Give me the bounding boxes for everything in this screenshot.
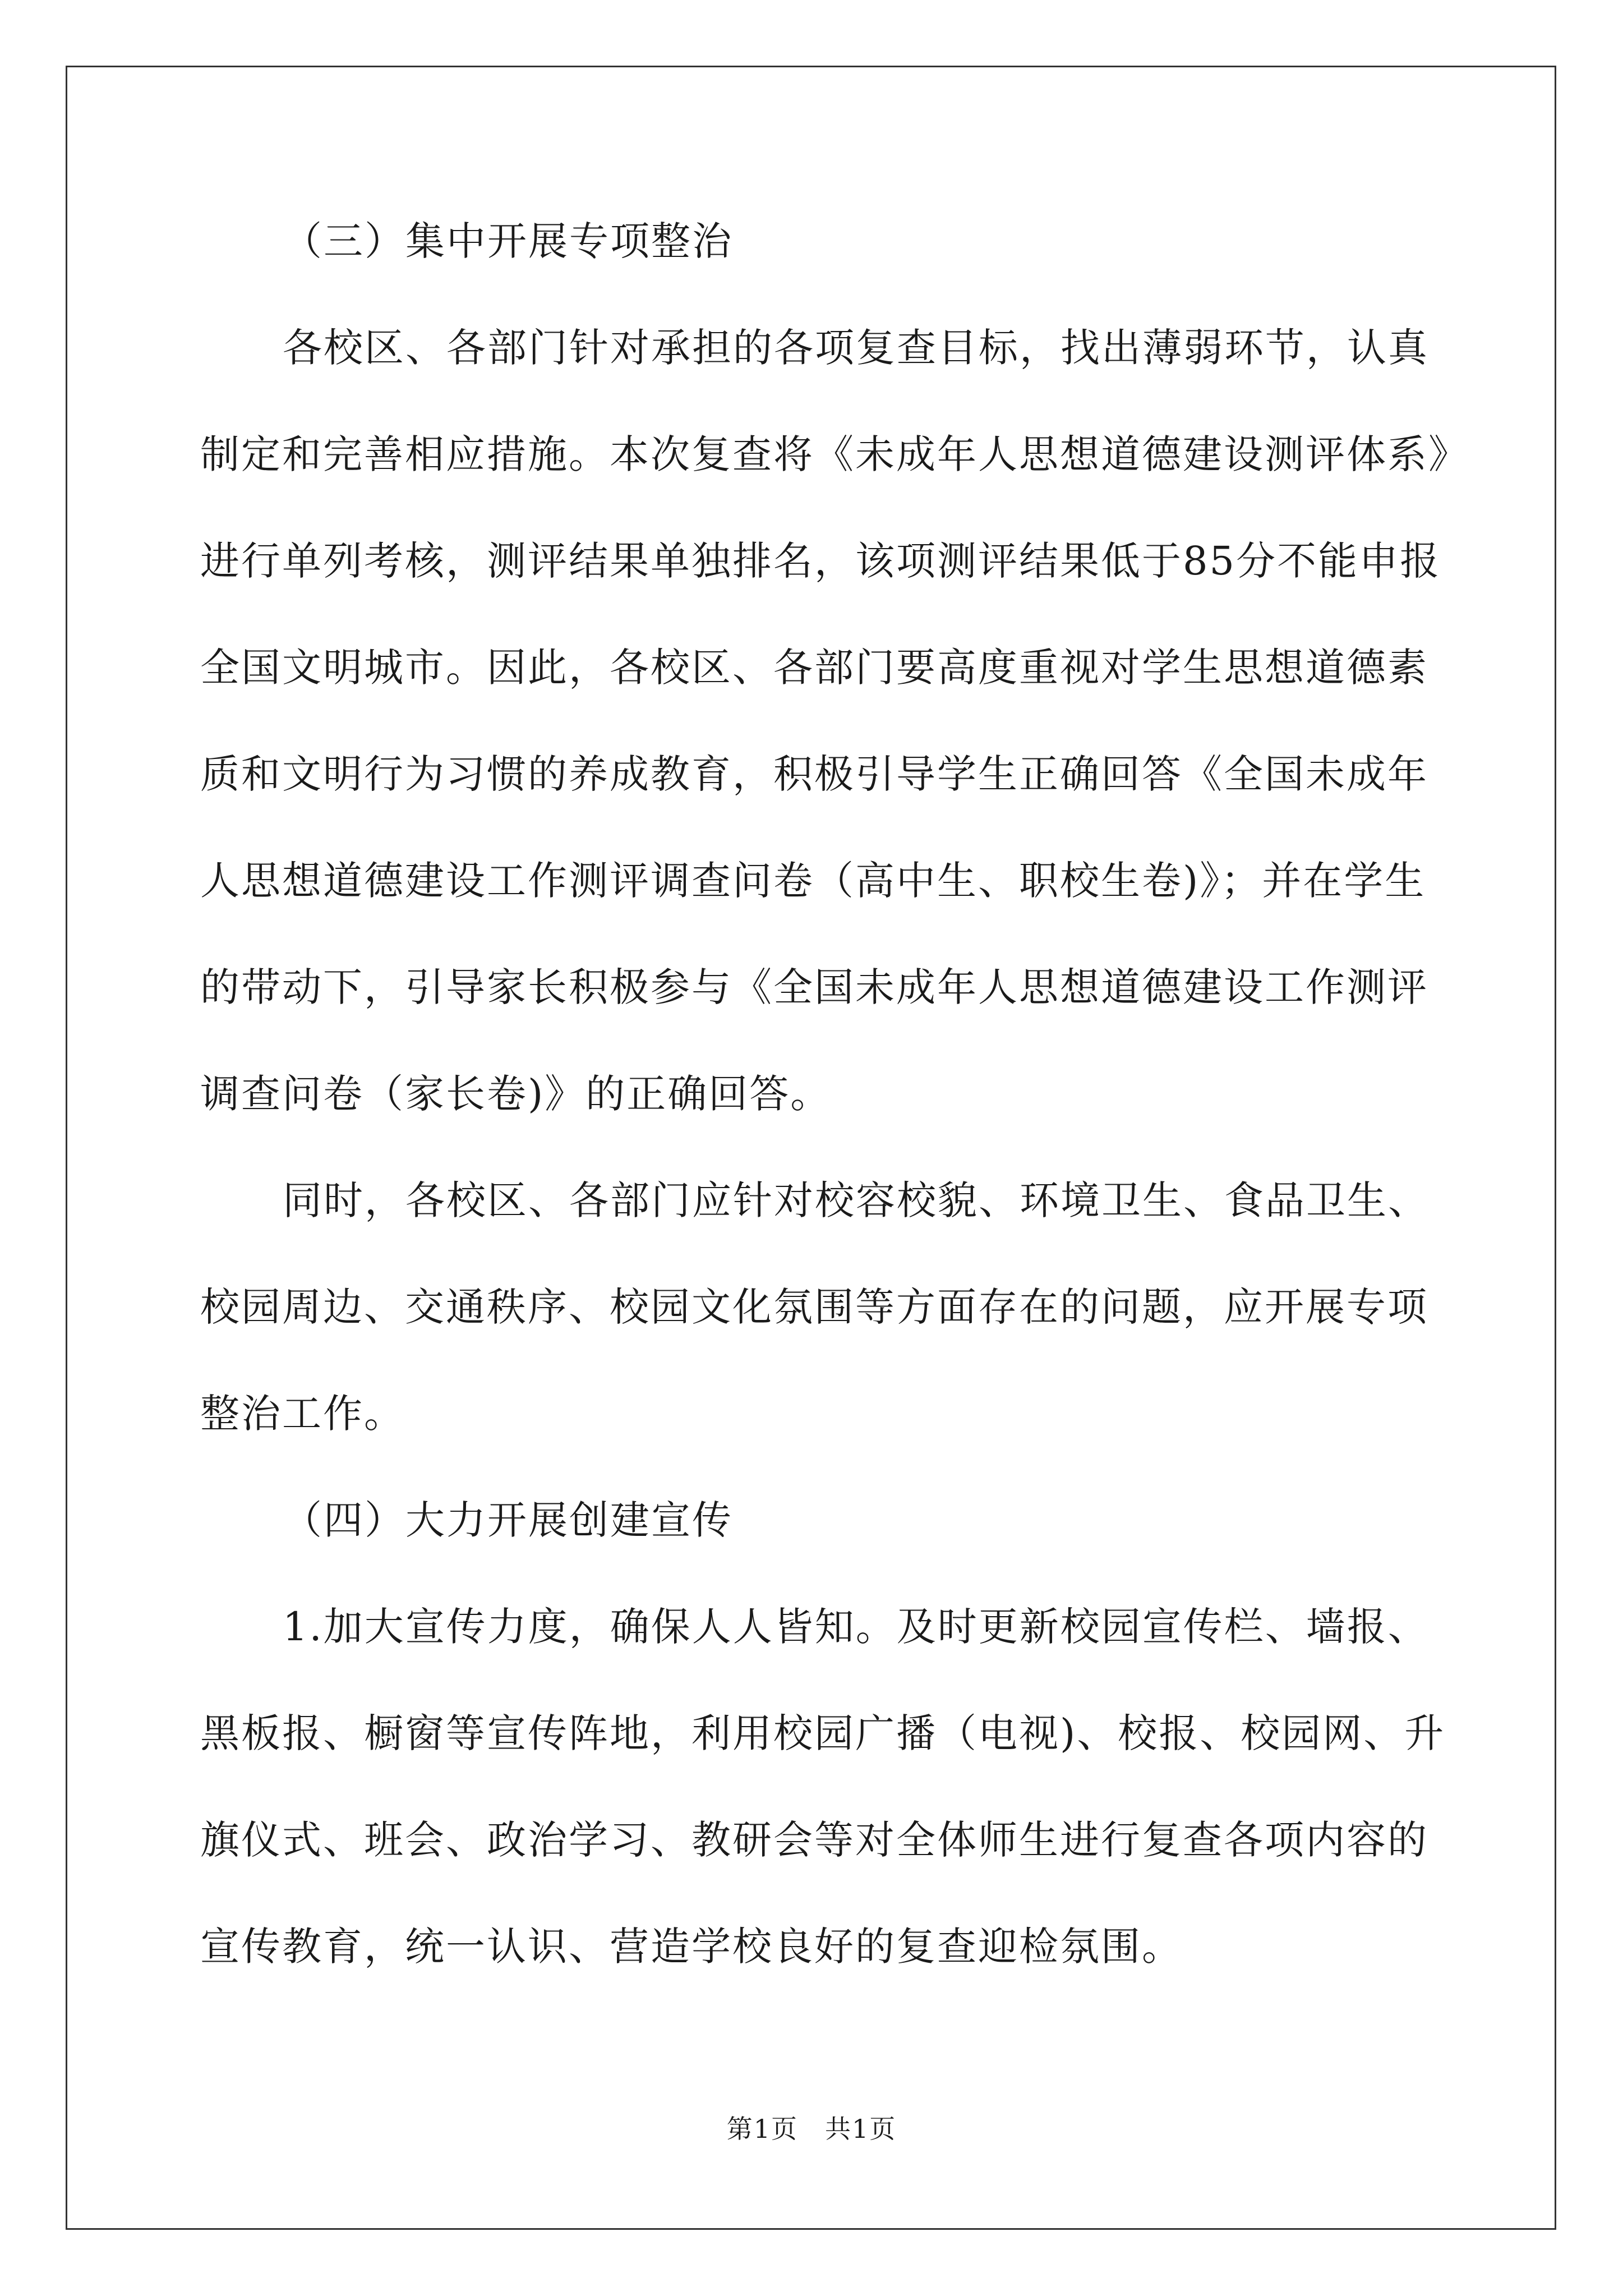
page-number: 第1页 共1页 xyxy=(726,2114,897,2144)
text-line: 旗仪式、班会、政治学习、教研会等对全体师生进行复查各项内容的 xyxy=(200,1817,1428,1863)
text-line: 各校区、各部门针对承担的各项复查目标，找出薄弱环节，认真 xyxy=(283,325,1429,371)
text-line: 整治工作。 xyxy=(200,1391,405,1437)
page-border xyxy=(66,66,1556,2230)
text-line: 全国文明城市。因此，各校区、各部门要高度重视对学生思想道德素 xyxy=(200,645,1428,691)
section-heading-4: （四）大力开展创建宣传 xyxy=(283,1497,733,1543)
text-line: 进行单列考核，测评结果单独排名，该项测评结果低于85分不能申报 xyxy=(200,538,1441,584)
text-line: 校园周边、交通秩序、校园文化氛围等方面存在的问题，应开展专项 xyxy=(200,1284,1428,1330)
text-line: 黑板报、橱窗等宣传阵地，利用校园广播（电视)、校报、校园网、升 xyxy=(200,1710,1446,1756)
text-line: 1.加大宣传力度，确保人人皆知。及时更新校园宣传栏、墙报、 xyxy=(283,1604,1429,1650)
text-line: 调查问卷（家长卷)》的正确回答。 xyxy=(200,1071,832,1117)
text-line: 同时，各校区、各部门应针对校容校貌、环境卫生、食品卫生、 xyxy=(283,1177,1429,1223)
text-line: 质和文明行为习惯的养成教育，积极引导学生正确回答《全国未成年 xyxy=(200,751,1428,797)
text-line: 制定和完善相应措施。本次复查将《未成年人思想道德建设测评体系》 xyxy=(200,431,1469,477)
text-line: 的带动下，引导家长积极参与《全国未成年人思想道德建设工作测评 xyxy=(200,964,1428,1010)
text-line: 人思想道德建设工作测评调查问卷（高中生、职校生卷)》；并在学生 xyxy=(200,858,1426,904)
text-line: 宣传教育，统一认识、营造学校良好的复查迎检氛围。 xyxy=(200,1924,1183,1970)
section-heading-3: （三）集中开展专项整治 xyxy=(283,218,733,264)
